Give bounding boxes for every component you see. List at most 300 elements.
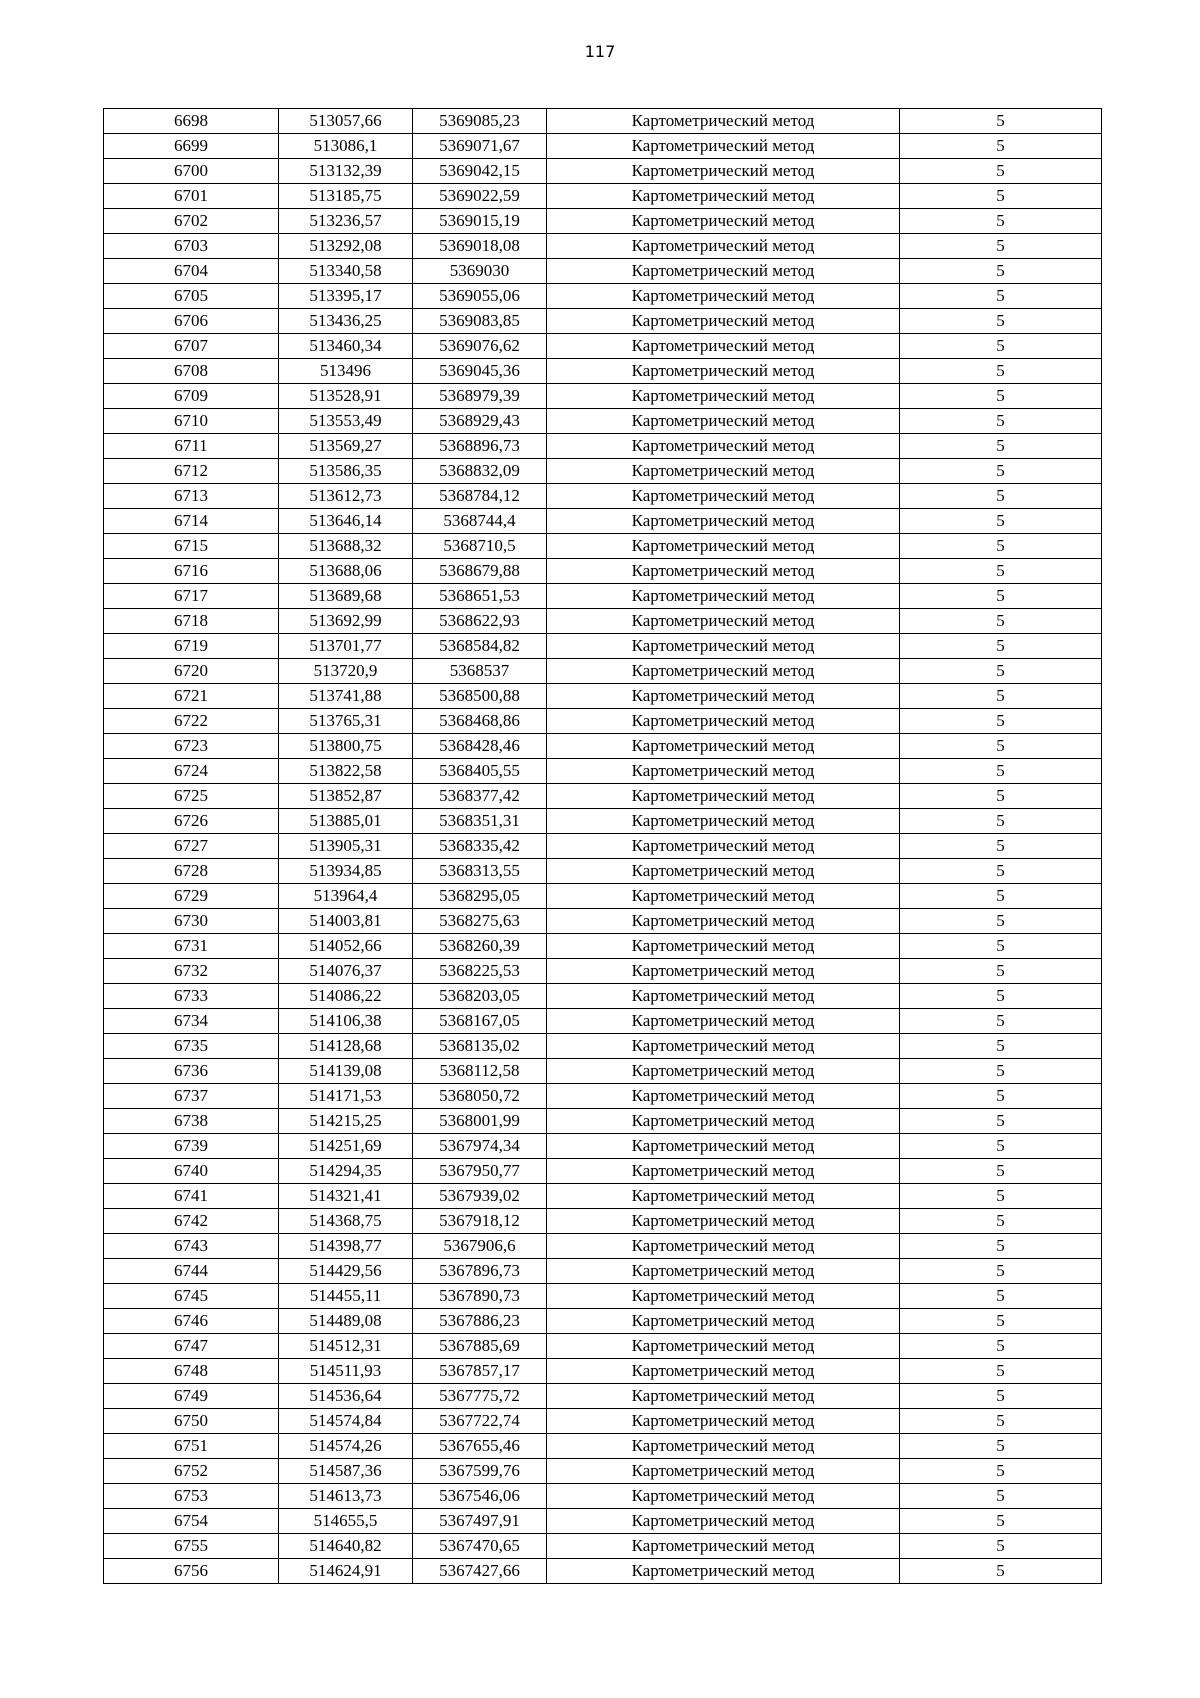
x-coordinate-cell: 514106,38 (279, 1009, 413, 1034)
y-coordinate-cell: 5367906,6 (413, 1234, 547, 1259)
y-coordinate-cell: 5368622,93 (413, 609, 547, 634)
x-coordinate-cell: 514455,11 (279, 1284, 413, 1309)
y-coordinate-cell: 5367470,65 (413, 1534, 547, 1559)
accuracy-cell: 5 (900, 1309, 1102, 1334)
x-coordinate-cell: 514574,84 (279, 1409, 413, 1434)
table-row (104, 684, 1102, 709)
point-number-cell: 6744 (104, 1259, 279, 1284)
y-coordinate-cell: 5368275,63 (413, 909, 547, 934)
accuracy-cell: 5 (900, 984, 1102, 1009)
x-coordinate-cell: 513132,39 (279, 159, 413, 184)
x-coordinate-cell: 513340,58 (279, 259, 413, 284)
point-number-cell: 6715 (104, 534, 279, 559)
method-cell: Картометрический метод (547, 809, 900, 834)
table-row (104, 1309, 1102, 1334)
table-row (104, 1334, 1102, 1359)
method-cell: Картометрический метод (547, 1484, 900, 1509)
y-coordinate-cell: 5369045,36 (413, 359, 547, 384)
table-row (104, 1534, 1102, 1559)
accuracy-cell: 5 (900, 1009, 1102, 1034)
y-coordinate-cell: 5368313,55 (413, 859, 547, 884)
accuracy-cell: 5 (900, 934, 1102, 959)
point-number-cell: 6710 (104, 409, 279, 434)
point-number-cell: 6717 (104, 584, 279, 609)
point-number-cell: 6719 (104, 634, 279, 659)
y-coordinate-cell: 5367950,77 (413, 1159, 547, 1184)
point-number-cell: 6712 (104, 459, 279, 484)
x-coordinate-cell: 513689,68 (279, 584, 413, 609)
table-row (104, 1459, 1102, 1484)
method-cell: Картометрический метод (547, 1234, 900, 1259)
accuracy-cell: 5 (900, 484, 1102, 509)
table-row (104, 209, 1102, 234)
point-number-cell: 6718 (104, 609, 279, 634)
method-cell: Картометрический метод (547, 1259, 900, 1284)
y-coordinate-cell: 5368832,09 (413, 459, 547, 484)
x-coordinate-cell: 513822,58 (279, 759, 413, 784)
y-coordinate-cell: 5367885,69 (413, 1334, 547, 1359)
point-number-cell: 6702 (104, 209, 279, 234)
point-number-cell: 6733 (104, 984, 279, 1009)
x-coordinate-cell: 513496 (279, 359, 413, 384)
point-number-cell: 6724 (104, 759, 279, 784)
x-coordinate-cell: 514574,26 (279, 1434, 413, 1459)
x-coordinate-cell: 513692,99 (279, 609, 413, 634)
accuracy-cell: 5 (900, 1284, 1102, 1309)
table-row (104, 1109, 1102, 1134)
method-cell: Картометрический метод (547, 884, 900, 909)
y-coordinate-cell: 5367775,72 (413, 1384, 547, 1409)
point-number-cell: 6713 (104, 484, 279, 509)
y-coordinate-cell: 5367939,02 (413, 1184, 547, 1209)
table-row (104, 884, 1102, 909)
point-number-cell: 6746 (104, 1309, 279, 1334)
accuracy-cell: 5 (900, 1209, 1102, 1234)
y-coordinate-cell: 5369022,59 (413, 184, 547, 209)
table-row (104, 759, 1102, 784)
y-coordinate-cell: 5368167,05 (413, 1009, 547, 1034)
point-number-cell: 6721 (104, 684, 279, 709)
method-cell: Картометрический метод (547, 709, 900, 734)
table-row (104, 709, 1102, 734)
y-coordinate-cell: 5368135,02 (413, 1034, 547, 1059)
x-coordinate-cell: 514215,25 (279, 1109, 413, 1134)
y-coordinate-cell: 5368896,73 (413, 434, 547, 459)
table-row (104, 1009, 1102, 1034)
table-row (104, 309, 1102, 334)
accuracy-cell: 5 (900, 134, 1102, 159)
table-row (104, 534, 1102, 559)
table-row (104, 1409, 1102, 1434)
x-coordinate-cell: 514429,56 (279, 1259, 413, 1284)
x-coordinate-cell: 513688,32 (279, 534, 413, 559)
method-cell: Картометрический метод (547, 109, 900, 134)
accuracy-cell: 5 (900, 1509, 1102, 1534)
point-number-cell: 6739 (104, 1134, 279, 1159)
point-number-cell: 6709 (104, 384, 279, 409)
accuracy-cell: 5 (900, 1259, 1102, 1284)
x-coordinate-cell: 514086,22 (279, 984, 413, 1009)
method-cell: Картометрический метод (547, 784, 900, 809)
y-coordinate-cell: 5368351,31 (413, 809, 547, 834)
accuracy-cell: 5 (900, 1159, 1102, 1184)
x-coordinate-cell: 514294,35 (279, 1159, 413, 1184)
accuracy-cell: 5 (900, 1334, 1102, 1359)
y-coordinate-cell: 5368001,99 (413, 1109, 547, 1134)
y-coordinate-cell: 5368428,46 (413, 734, 547, 759)
y-coordinate-cell: 5367974,34 (413, 1134, 547, 1159)
method-cell: Картометрический метод (547, 159, 900, 184)
y-coordinate-cell: 5369018,08 (413, 234, 547, 259)
accuracy-cell: 5 (900, 384, 1102, 409)
accuracy-cell: 5 (900, 634, 1102, 659)
point-number-cell: 6735 (104, 1034, 279, 1059)
point-number-cell: 6732 (104, 959, 279, 984)
table-row (104, 584, 1102, 609)
method-cell: Картометрический метод (547, 484, 900, 509)
accuracy-cell: 5 (900, 584, 1102, 609)
method-cell: Картометрический метод (547, 1334, 900, 1359)
table-row (104, 184, 1102, 209)
point-number-cell: 6748 (104, 1359, 279, 1384)
x-coordinate-cell: 514052,66 (279, 934, 413, 959)
y-coordinate-cell: 5367857,17 (413, 1359, 547, 1384)
y-coordinate-cell: 5367918,12 (413, 1209, 547, 1234)
point-number-cell: 6729 (104, 884, 279, 909)
method-cell: Картометрический метод (547, 1284, 900, 1309)
point-number-cell: 6700 (104, 159, 279, 184)
y-coordinate-cell: 5367722,74 (413, 1409, 547, 1434)
method-cell: Картометрический метод (547, 1534, 900, 1559)
table-row (104, 359, 1102, 384)
accuracy-cell: 5 (900, 159, 1102, 184)
point-number-cell: 6734 (104, 1009, 279, 1034)
point-number-cell: 6755 (104, 1534, 279, 1559)
accuracy-cell: 5 (900, 1059, 1102, 1084)
y-coordinate-cell: 5369071,67 (413, 134, 547, 159)
point-number-cell: 6736 (104, 1059, 279, 1084)
point-number-cell: 6754 (104, 1509, 279, 1534)
method-cell: Картометрический метод (547, 209, 900, 234)
accuracy-cell: 5 (900, 534, 1102, 559)
accuracy-cell: 5 (900, 359, 1102, 384)
method-cell: Картометрический метод (547, 584, 900, 609)
point-number-cell: 6741 (104, 1184, 279, 1209)
method-cell: Картометрический метод (547, 1184, 900, 1209)
method-cell: Картометрический метод (547, 1084, 900, 1109)
x-coordinate-cell: 514321,41 (279, 1184, 413, 1209)
accuracy-cell: 5 (900, 959, 1102, 984)
method-cell: Картометрический метод (547, 434, 900, 459)
accuracy-cell: 5 (900, 734, 1102, 759)
x-coordinate-cell: 514613,73 (279, 1484, 413, 1509)
point-number-cell: 6714 (104, 509, 279, 534)
point-number-cell: 6753 (104, 1484, 279, 1509)
y-coordinate-cell: 5368744,4 (413, 509, 547, 534)
method-cell: Картометрический метод (547, 1384, 900, 1409)
method-cell: Картометрический метод (547, 409, 900, 434)
point-number-cell: 6727 (104, 834, 279, 859)
table-row (104, 384, 1102, 409)
x-coordinate-cell: 513720,9 (279, 659, 413, 684)
accuracy-cell: 5 (900, 1084, 1102, 1109)
point-number-cell: 6742 (104, 1209, 279, 1234)
coordinates-table-body (104, 109, 1102, 1584)
table-row (104, 984, 1102, 1009)
x-coordinate-cell: 514655,5 (279, 1509, 413, 1534)
accuracy-cell: 5 (900, 1034, 1102, 1059)
accuracy-cell: 5 (900, 1359, 1102, 1384)
table-row (104, 1234, 1102, 1259)
y-coordinate-cell: 5368377,42 (413, 784, 547, 809)
accuracy-cell: 5 (900, 1409, 1102, 1434)
x-coordinate-cell: 513800,75 (279, 734, 413, 759)
x-coordinate-cell: 514536,64 (279, 1384, 413, 1409)
x-coordinate-cell: 513934,85 (279, 859, 413, 884)
y-coordinate-cell: 5368979,39 (413, 384, 547, 409)
point-number-cell: 6723 (104, 734, 279, 759)
page-number: 117 (584, 42, 616, 61)
y-coordinate-cell: 5367546,06 (413, 1484, 547, 1509)
x-coordinate-cell: 514640,82 (279, 1534, 413, 1559)
accuracy-cell: 5 (900, 1484, 1102, 1509)
y-coordinate-cell: 5368405,55 (413, 759, 547, 784)
x-coordinate-cell: 513395,17 (279, 284, 413, 309)
method-cell: Картометрический метод (547, 634, 900, 659)
table-row (104, 1084, 1102, 1109)
y-coordinate-cell: 5368679,88 (413, 559, 547, 584)
x-coordinate-cell: 513688,06 (279, 559, 413, 584)
y-coordinate-cell: 5368112,58 (413, 1059, 547, 1084)
table-row (104, 609, 1102, 634)
point-number-cell: 6745 (104, 1284, 279, 1309)
accuracy-cell: 5 (900, 409, 1102, 434)
method-cell: Картометрический метод (547, 1459, 900, 1484)
accuracy-cell: 5 (900, 709, 1102, 734)
point-number-cell: 6749 (104, 1384, 279, 1409)
accuracy-cell: 5 (900, 684, 1102, 709)
method-cell: Картометрический метод (547, 659, 900, 684)
table-row (104, 484, 1102, 509)
method-cell: Картометрический метод (547, 284, 900, 309)
method-cell: Картометрический метод (547, 834, 900, 859)
point-number-cell: 6716 (104, 559, 279, 584)
method-cell: Картометрический метод (547, 534, 900, 559)
y-coordinate-cell: 5369085,23 (413, 109, 547, 134)
method-cell: Картометрический метод (547, 734, 900, 759)
accuracy-cell: 5 (900, 1434, 1102, 1459)
table-row (104, 1559, 1102, 1584)
table-row (104, 959, 1102, 984)
method-cell: Картометрический метод (547, 934, 900, 959)
point-number-cell: 6706 (104, 309, 279, 334)
x-coordinate-cell: 514003,81 (279, 909, 413, 934)
accuracy-cell: 5 (900, 1134, 1102, 1159)
x-coordinate-cell: 514368,75 (279, 1209, 413, 1234)
point-number-cell: 6725 (104, 784, 279, 809)
method-cell: Картометрический метод (547, 459, 900, 484)
y-coordinate-cell: 5368260,39 (413, 934, 547, 959)
point-number-cell: 6743 (104, 1234, 279, 1259)
x-coordinate-cell: 513528,91 (279, 384, 413, 409)
x-coordinate-cell: 513086,1 (279, 134, 413, 159)
x-coordinate-cell: 513586,35 (279, 459, 413, 484)
table-row (104, 1484, 1102, 1509)
x-coordinate-cell: 514624,91 (279, 1559, 413, 1584)
y-coordinate-cell: 5368050,72 (413, 1084, 547, 1109)
point-number-cell: 6708 (104, 359, 279, 384)
table-row (104, 1184, 1102, 1209)
y-coordinate-cell: 5368651,53 (413, 584, 547, 609)
y-coordinate-cell: 5369015,19 (413, 209, 547, 234)
accuracy-cell: 5 (900, 1559, 1102, 1584)
method-cell: Картометрический метод (547, 334, 900, 359)
x-coordinate-cell: 513905,31 (279, 834, 413, 859)
accuracy-cell: 5 (900, 609, 1102, 634)
table-row (104, 434, 1102, 459)
method-cell: Картометрический метод (547, 984, 900, 1009)
point-number-cell: 6705 (104, 284, 279, 309)
x-coordinate-cell: 514398,77 (279, 1234, 413, 1259)
x-coordinate-cell: 514587,36 (279, 1459, 413, 1484)
method-cell: Картометрический метод (547, 1034, 900, 1059)
point-number-cell: 6698 (104, 109, 279, 134)
table-row (104, 1284, 1102, 1309)
y-coordinate-cell: 5367890,73 (413, 1284, 547, 1309)
x-coordinate-cell: 513057,66 (279, 109, 413, 134)
method-cell: Картометрический метод (547, 509, 900, 534)
point-number-cell: 6701 (104, 184, 279, 209)
table-row (104, 259, 1102, 284)
table-row (104, 109, 1102, 134)
x-coordinate-cell: 513436,25 (279, 309, 413, 334)
y-coordinate-cell: 5368295,05 (413, 884, 547, 909)
table-row (104, 784, 1102, 809)
accuracy-cell: 5 (900, 859, 1102, 884)
table-row (104, 834, 1102, 859)
x-coordinate-cell: 514076,37 (279, 959, 413, 984)
y-coordinate-cell: 5369083,85 (413, 309, 547, 334)
accuracy-cell: 5 (900, 1184, 1102, 1209)
table-row (104, 1509, 1102, 1534)
method-cell: Картометрический метод (547, 959, 900, 984)
accuracy-cell: 5 (900, 309, 1102, 334)
point-number-cell: 6738 (104, 1109, 279, 1134)
point-number-cell: 6740 (104, 1159, 279, 1184)
table-row (104, 859, 1102, 884)
table-row (104, 234, 1102, 259)
x-coordinate-cell: 514511,93 (279, 1359, 413, 1384)
accuracy-cell: 5 (900, 434, 1102, 459)
method-cell: Картометрический метод (547, 1359, 900, 1384)
x-coordinate-cell: 513569,27 (279, 434, 413, 459)
accuracy-cell: 5 (900, 1459, 1102, 1484)
x-coordinate-cell: 514512,31 (279, 1334, 413, 1359)
accuracy-cell: 5 (900, 109, 1102, 134)
table-row (104, 1434, 1102, 1459)
table-row (104, 634, 1102, 659)
point-number-cell: 6707 (104, 334, 279, 359)
x-coordinate-cell: 513646,14 (279, 509, 413, 534)
method-cell: Картометрический метод (547, 1009, 900, 1034)
point-number-cell: 6720 (104, 659, 279, 684)
point-number-cell: 6730 (104, 909, 279, 934)
accuracy-cell: 5 (900, 334, 1102, 359)
y-coordinate-cell: 5369030 (413, 259, 547, 284)
method-cell: Картометрический метод (547, 359, 900, 384)
accuracy-cell: 5 (900, 459, 1102, 484)
table-row (104, 1034, 1102, 1059)
y-coordinate-cell: 5368335,42 (413, 834, 547, 859)
table-row (104, 809, 1102, 834)
accuracy-cell: 5 (900, 209, 1102, 234)
table-row (104, 1159, 1102, 1184)
method-cell: Картометрический метод (547, 259, 900, 284)
point-number-cell: 6726 (104, 809, 279, 834)
method-cell: Картометрический метод (547, 1309, 900, 1334)
y-coordinate-cell: 5368537 (413, 659, 547, 684)
method-cell: Картометрический метод (547, 1059, 900, 1084)
x-coordinate-cell: 513701,77 (279, 634, 413, 659)
table-row (104, 1134, 1102, 1159)
x-coordinate-cell: 514489,08 (279, 1309, 413, 1334)
method-cell: Картометрический метод (547, 184, 900, 209)
point-number-cell: 6722 (104, 709, 279, 734)
accuracy-cell: 5 (900, 509, 1102, 534)
x-coordinate-cell: 513553,49 (279, 409, 413, 434)
accuracy-cell: 5 (900, 234, 1102, 259)
x-coordinate-cell: 513852,87 (279, 784, 413, 809)
x-coordinate-cell: 513460,34 (279, 334, 413, 359)
accuracy-cell: 5 (900, 909, 1102, 934)
table-row (104, 159, 1102, 184)
table-row (104, 734, 1102, 759)
point-number-cell: 6752 (104, 1459, 279, 1484)
table-row (104, 284, 1102, 309)
y-coordinate-cell: 5368710,5 (413, 534, 547, 559)
y-coordinate-cell: 5368929,43 (413, 409, 547, 434)
point-number-cell: 6703 (104, 234, 279, 259)
method-cell: Картометрический метод (547, 1434, 900, 1459)
method-cell: Картометрический метод (547, 859, 900, 884)
method-cell: Картометрический метод (547, 1159, 900, 1184)
y-coordinate-cell: 5367497,91 (413, 1509, 547, 1534)
method-cell: Картометрический метод (547, 1134, 900, 1159)
table-row (104, 909, 1102, 934)
accuracy-cell: 5 (900, 834, 1102, 859)
x-coordinate-cell: 513765,31 (279, 709, 413, 734)
table-row (104, 1384, 1102, 1409)
point-number-cell: 6711 (104, 434, 279, 459)
accuracy-cell: 5 (900, 809, 1102, 834)
point-number-cell: 6747 (104, 1334, 279, 1359)
method-cell: Картометрический метод (547, 1509, 900, 1534)
table-row (104, 1259, 1102, 1284)
point-number-cell: 6731 (104, 934, 279, 959)
point-number-cell: 6699 (104, 134, 279, 159)
accuracy-cell: 5 (900, 784, 1102, 809)
accuracy-cell: 5 (900, 759, 1102, 784)
method-cell: Картометрический метод (547, 1409, 900, 1434)
x-coordinate-cell: 514139,08 (279, 1059, 413, 1084)
x-coordinate-cell: 513185,75 (279, 184, 413, 209)
table-row (104, 509, 1102, 534)
table-row (104, 334, 1102, 359)
y-coordinate-cell: 5369055,06 (413, 284, 547, 309)
accuracy-cell: 5 (900, 1534, 1102, 1559)
y-coordinate-cell: 5367599,76 (413, 1459, 547, 1484)
method-cell: Картометрический метод (547, 1209, 900, 1234)
